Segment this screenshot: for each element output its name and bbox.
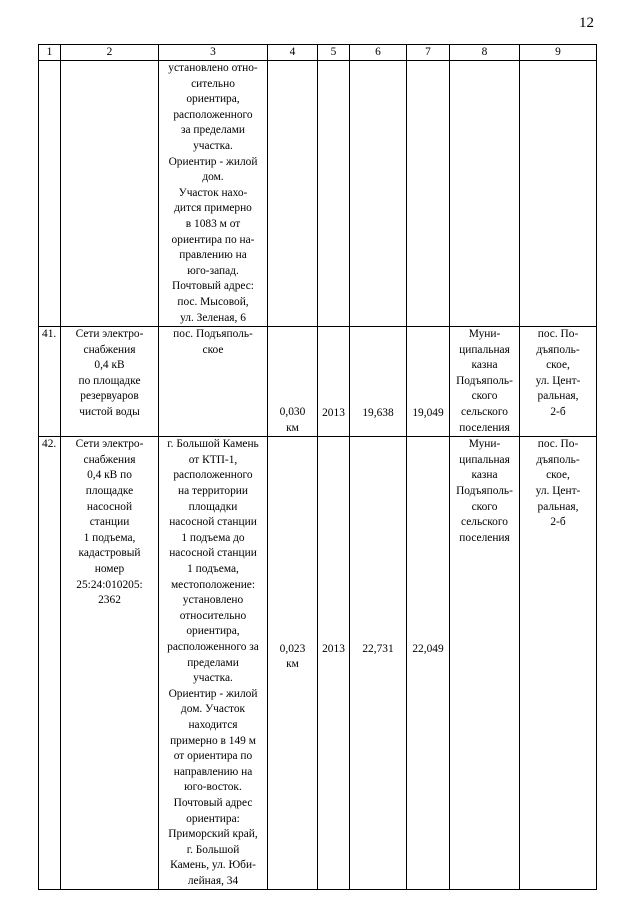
row-number: 41. [39, 327, 61, 437]
header-cell: 2 [61, 45, 159, 61]
value-initial: 22,731 [350, 437, 407, 890]
value-initial: 19,638 [350, 327, 407, 437]
owner-address: пос. По- дъяполь- ское, ул. Цент- ральная, 2-б [520, 327, 597, 437]
object-location: пос. Подъяполь- ское [159, 327, 268, 437]
commission-year: 2013 [318, 327, 350, 437]
header-row [39, 45, 597, 61]
object-length: 0,030 км [268, 327, 318, 437]
continuation-row [39, 61, 597, 327]
object-location: г. Большой Камень от КТП-1, расположенного на территории площадки насосной станции 1 подъема до насосной станции 1 подъема, местоположение: установлено относительно ориентира, расположенного за пределами участка. Ориентир - жилой дом. Участок находится примерно в 149 м от ориентира по направлению на юго-восток. Почтовый адрес ориентира: Приморский край, г. Большой Камень, ул. Юби- лейная, 34 [159, 437, 268, 890]
commission-year: 2013 [318, 437, 350, 890]
property-registry-table [38, 44, 597, 890]
object-name: Сети электро- снабжения 0,4 кВ по площадке насосной станции 1 подъема, кадастровый номер 25:24:010205: 2362 [61, 437, 159, 890]
header-cell: 3 [159, 45, 268, 61]
header-cell: 9 [520, 45, 597, 61]
owner-address: пос. По- дъяполь- ское, ул. Цент- ральная, 2-б [520, 437, 597, 890]
cell-empty [350, 61, 407, 327]
cell-empty [318, 61, 350, 327]
header-cell: 7 [407, 45, 450, 61]
cell-empty [407, 61, 450, 327]
row-number: 42. [39, 437, 61, 890]
header-cell: 6 [350, 45, 407, 61]
header-cell: 4 [268, 45, 318, 61]
table-row-42 [39, 437, 597, 890]
cell-empty [268, 61, 318, 327]
cell-empty [450, 61, 520, 327]
header-cell: 8 [450, 45, 520, 61]
header-cell: 5 [318, 45, 350, 61]
cell-empty [39, 61, 61, 327]
owner: Муни- ципальная казна Подъяполь- ского сельского поселения [450, 437, 520, 890]
cell-empty [61, 61, 159, 327]
continuation-location: установлено отно- сительно ориентира, расположенного за пределами участка. Ориентир - жилой дом. Участок нахо- дится примерно в 1083 м от ориентира по на- правлению на юго-запад. Почтовый адрес: пос. Мысовой, ул. Зеленая, 6 [159, 61, 268, 327]
object-name: Сети электро- снабжения 0,4 кВ по площадке резервуаров чистой воды [61, 327, 159, 437]
object-length: 0,023 км [268, 437, 318, 890]
value-residual: 19,049 [407, 327, 450, 437]
page-number: 12 [579, 15, 594, 31]
header-cell: 1 [39, 45, 61, 61]
owner: Муни- ципальная казна Подъяполь- ского сельского поселения [450, 327, 520, 437]
cell-empty [520, 61, 597, 327]
table-row-41 [39, 327, 597, 437]
value-residual: 22,049 [407, 437, 450, 890]
